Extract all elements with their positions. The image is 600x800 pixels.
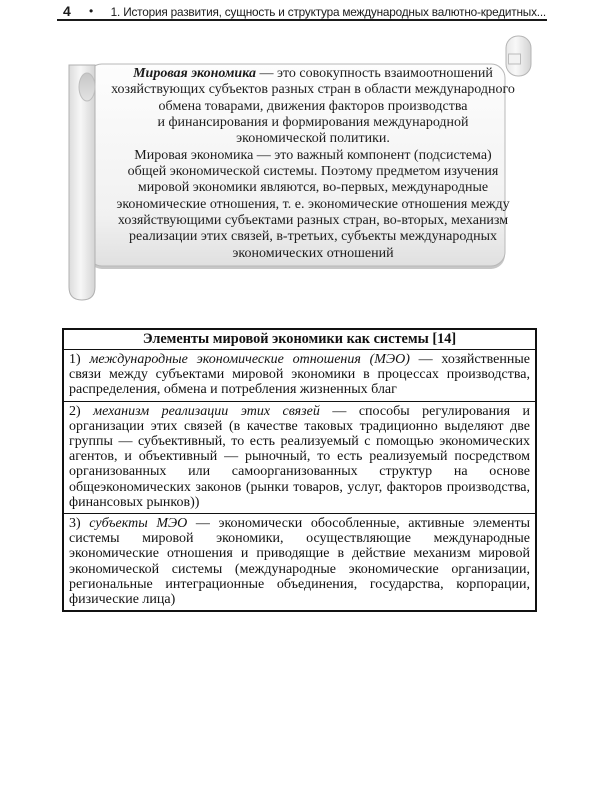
elements-table (62, 328, 537, 612)
item-number: 1) (69, 352, 81, 367)
scroll-roll-end (79, 73, 95, 101)
scroll-line: и финансирования и формирования международной (157, 115, 469, 131)
scroll-line: мировой экономики являются, во-первых, международные (137, 180, 489, 196)
scroll-line: хозяйствующими субъектами разных стран, во-вторых, механизм (117, 213, 509, 229)
item-number: 3) (69, 516, 81, 532)
item-term: субъекты МЭО (89, 516, 188, 532)
scroll-line: обмена товарами, движения факторов производства (158, 98, 468, 114)
table-cell (63, 401, 536, 513)
table-row (63, 514, 536, 612)
table-header-row (63, 329, 536, 350)
item-definition: — экономически обособленные, активные элементы системы мировой экономики, осуществляющие международные экономические отношения и приводящие в действие механизм мировой экономической системы (международные экономические организации, региональные интеграционные объединения, государства, корпорации, физические лица) (69, 516, 530, 608)
scroll-line: экономической политики. (236, 131, 390, 147)
item-term: механизм реализации этих связей (93, 403, 320, 419)
scroll-line: Мировая экономика — это важный компонент (подсистема) (134, 147, 492, 163)
table-row (63, 350, 536, 402)
item-definition: — хозяйственные связи между субъектами мировой экономики в процессах производства, распределения, обмена и потребления жизненных благ (69, 352, 531, 398)
scroll-line: общей экономической системы. Поэтому предметом изучения (127, 164, 499, 180)
chapter-title: 1. История развития, сущность и структура международных валютно-кредитных... (110, 5, 546, 19)
table-row (63, 401, 536, 513)
scroll-curl-notch (509, 54, 521, 64)
scroll-line: реализации этих связей, в-третьих, субъекты международных (128, 229, 498, 245)
item-number: 2) (69, 403, 81, 419)
scroll-line: Мировая экономика — это совокупность взаимоотношений (133, 66, 493, 81)
item-definition: — способы регулирования и организации этих связей (в качестве таковых традиционно выделяют две группы — субъективный, то есть реализуемый с помощью экономических агентов, и объективный — рыночный, то есть реализуемый посредством организованных или самоорганизованных структур на основе общеэкономических законов (рынки товаров, услуг, факторов производства, финансовых рынков)) (69, 403, 530, 510)
scroll-line: хозяйствующих субъектов разных стран в области международного (111, 82, 515, 98)
page-number: 4 (63, 3, 71, 19)
scroll-term: Мировая экономика (133, 66, 256, 81)
scroll-text (99, 66, 527, 262)
header-rule (57, 19, 547, 21)
scroll-line: экономических отношений (232, 245, 394, 261)
scroll-left-roll (69, 65, 95, 300)
table-title: Элементы мировой экономики как системы [14] (63, 329, 536, 350)
scroll-line: экономические отношения, т. е. экономические отношения между (116, 196, 510, 212)
table-cell (63, 350, 536, 402)
scroll-figure (62, 33, 537, 305)
item-term: международные экономические отношения (МЭО) (89, 352, 410, 367)
header-bullet: • (89, 4, 94, 18)
table-cell (63, 514, 536, 612)
